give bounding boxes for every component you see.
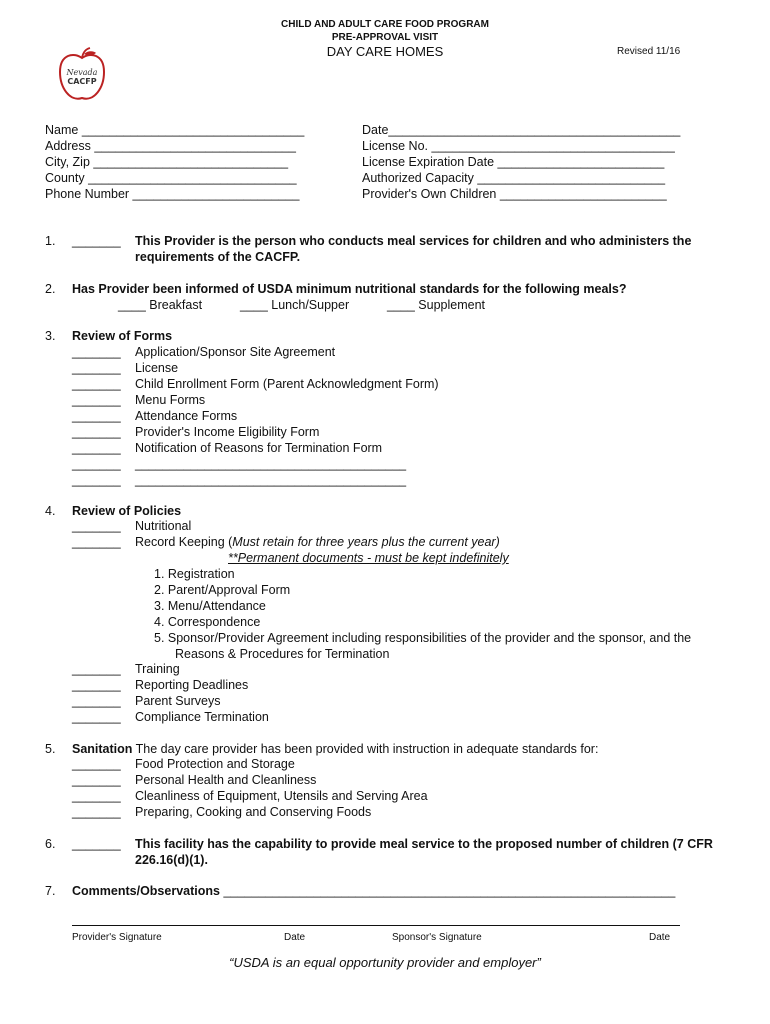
form-review-blank[interactable]: _______ <box>72 457 121 471</box>
form-review-blank[interactable]: _______ <box>72 409 121 423</box>
lunch-supper-option[interactable]: ____ Lunch/Supper <box>240 298 350 312</box>
section-5-title: Sanitation <box>72 742 133 756</box>
city-zip-field[interactable]: City, Zip ____________________________ <box>45 155 289 169</box>
policy-review-blank[interactable]: _______ <box>72 662 121 676</box>
sponsor-date-label: Date <box>649 932 671 943</box>
section-6-text-cont: 226.16(d)(1). <box>135 853 208 867</box>
provider-signature-label: Provider's Signature <box>72 932 162 943</box>
nevada-cacfp-logo <box>56 46 108 104</box>
section-1-text: This Provider is the person who conducts meal services for children and who administers the <box>135 234 692 248</box>
form-review-item: Notification of Reasons for Termination Form <box>135 441 383 455</box>
form-review-item: Provider's Income Eligibility Form <box>135 425 320 439</box>
form-review-blank[interactable]: _______ <box>72 377 121 391</box>
sanitation-blank[interactable]: _______ <box>72 773 121 787</box>
permanent-item-1: 1. Registration <box>154 567 235 581</box>
license-expiration-field[interactable]: License Expiration Date ________________________ <box>362 155 665 169</box>
section-3-number: 3. <box>45 329 56 343</box>
form-review-blank[interactable]: _______ <box>72 425 121 439</box>
permanent-item-2: 2. Parent/Approval Form <box>154 583 291 597</box>
sanitation-blank[interactable]: _______ <box>72 757 121 771</box>
form-review-blank[interactable]: _______ <box>72 473 121 487</box>
section-2-question: Has Provider been informed of USDA minimum nutritional standards for the following meals? <box>72 282 627 296</box>
section-3-title: Review of Forms <box>72 329 173 343</box>
policy-review-blank[interactable]: _______ <box>72 694 121 708</box>
section-5-heading <box>72 741 598 757</box>
sponsor-signature-label: Sponsor's Signature <box>392 932 482 943</box>
comments-line: _________________________________________________________________ <box>219 884 676 898</box>
license-number-field[interactable]: License No. ___________________________________ <box>362 139 675 153</box>
sanitation-item: Personal Health and Cleanliness <box>135 773 317 787</box>
nutritional-label: Nutritional <box>135 519 192 533</box>
day-care-homes-title: DAY CARE HOMES <box>326 44 444 59</box>
signature-line[interactable] <box>72 925 680 926</box>
policy-review-item: Parent Surveys <box>135 694 221 708</box>
breakfast-option[interactable]: ____ Breakfast <box>118 298 203 312</box>
sanitation-item: Food Protection and Storage <box>135 757 295 771</box>
phone-number-field[interactable]: Phone Number ________________________ <box>45 187 300 201</box>
address-field[interactable]: Address _____________________________ <box>45 139 296 153</box>
section-1-text-cont: requirements of the CACFP. <box>135 250 301 264</box>
record-keeping-text: Record Keeping ( <box>135 535 233 549</box>
comments-title: Comments/Observations <box>72 884 220 898</box>
authorized-capacity-field[interactable]: Authorized Capacity ___________________________ <box>362 171 666 185</box>
section-5-text: The day care provider has been provided with instruction in adequate standards for: <box>132 742 599 756</box>
providers-own-children-field[interactable]: Provider's Own Children ________________________ <box>362 187 667 201</box>
record-keeping-note: Must retain for three years plus the current year) <box>232 535 500 549</box>
section-2-number: 2. <box>45 282 56 296</box>
provider-info-fields <box>45 122 304 202</box>
section-6-text: This facility has the capability to provide meal service to the proposed number of children (7 CFR <box>135 837 713 851</box>
permanent-documents-note: **Permanent documents - must be kept indefinitely <box>228 551 509 565</box>
section-5-number: 5. <box>45 742 56 756</box>
section-1-number: 1. <box>45 234 56 248</box>
policy-review-blank[interactable]: _______ <box>72 678 121 692</box>
comments-observations[interactable] <box>72 883 675 899</box>
section-7-number: 7. <box>45 884 56 898</box>
license-info-fields <box>362 122 680 202</box>
program-title: CHILD AND ADULT CARE FOOD PROGRAM <box>281 19 489 30</box>
form-review-item: Attendance Forms <box>135 409 238 423</box>
county-field[interactable]: County ______________________________ <box>45 171 297 185</box>
section-6-blank[interactable]: _______ <box>72 837 121 851</box>
policy-review-item: Compliance Termination <box>135 710 269 724</box>
sanitation-item: Cleanliness of Equipment, Utensils and Serving Area <box>135 789 428 803</box>
record-keeping-blank[interactable]: _______ <box>72 535 121 549</box>
sanitation-blank[interactable]: _______ <box>72 789 121 803</box>
revised-date: Revised 11/16 <box>617 46 681 57</box>
form-review-item: License <box>135 361 179 375</box>
supplement-option[interactable]: ____ Supplement <box>387 298 485 312</box>
form-review-item: Application/Sponsor Site Agreement <box>135 345 336 359</box>
nutritional-blank[interactable]: _______ <box>72 519 121 533</box>
permanent-item-5-cont: Reasons & Procedures for Termination <box>175 647 390 661</box>
form-review-blank[interactable]: _______ <box>72 441 121 455</box>
policy-review-item: Training <box>135 662 180 676</box>
form-review-item: Menu Forms <box>135 393 206 407</box>
form-review-blank[interactable]: _______ <box>72 393 121 407</box>
svg-text:Nevada: Nevada <box>66 68 98 77</box>
name-field[interactable]: Name ________________________________ <box>45 123 305 137</box>
visit-title: PRE-APPROVAL VISIT <box>331 32 439 43</box>
provider-date-label: Date <box>284 932 306 943</box>
permanent-item-4: 4. Correspondence <box>154 615 261 629</box>
sanitation-item: Preparing, Cooking and Conserving Foods <box>135 805 372 819</box>
sanitation-blank[interactable]: _______ <box>72 805 121 819</box>
usda-footer: “USDA is an equal opportunity provider and employer” <box>229 955 541 970</box>
policy-review-blank[interactable]: _______ <box>72 710 121 724</box>
form-review-blank[interactable]: _______ <box>72 361 121 375</box>
section-4-title: Review of Policies <box>72 504 182 518</box>
permanent-item-5: 5. Sponsor/Provider Agreement including responsibilities of the provider and the sponsor, and the <box>154 631 692 645</box>
section-4-number: 4. <box>45 504 56 518</box>
permanent-item-3: 3. Menu/Attendance <box>154 599 266 613</box>
section-6-number: 6. <box>45 837 56 851</box>
section-1-blank[interactable]: _______ <box>72 234 121 248</box>
date-field[interactable]: Date__________________________________________ <box>362 123 681 137</box>
policy-review-item: Reporting Deadlines <box>135 678 249 692</box>
record-keeping-label <box>135 534 500 550</box>
form-review-blank[interactable]: _______ <box>72 345 121 359</box>
form-review-item: _______________________________________ <box>135 473 407 487</box>
form-review-item: Child Enrollment Form (Parent Acknowledgment Form) <box>135 377 439 391</box>
svg-text:CACFP: CACFP <box>67 77 97 86</box>
form-review-item: _______________________________________ <box>135 457 407 471</box>
